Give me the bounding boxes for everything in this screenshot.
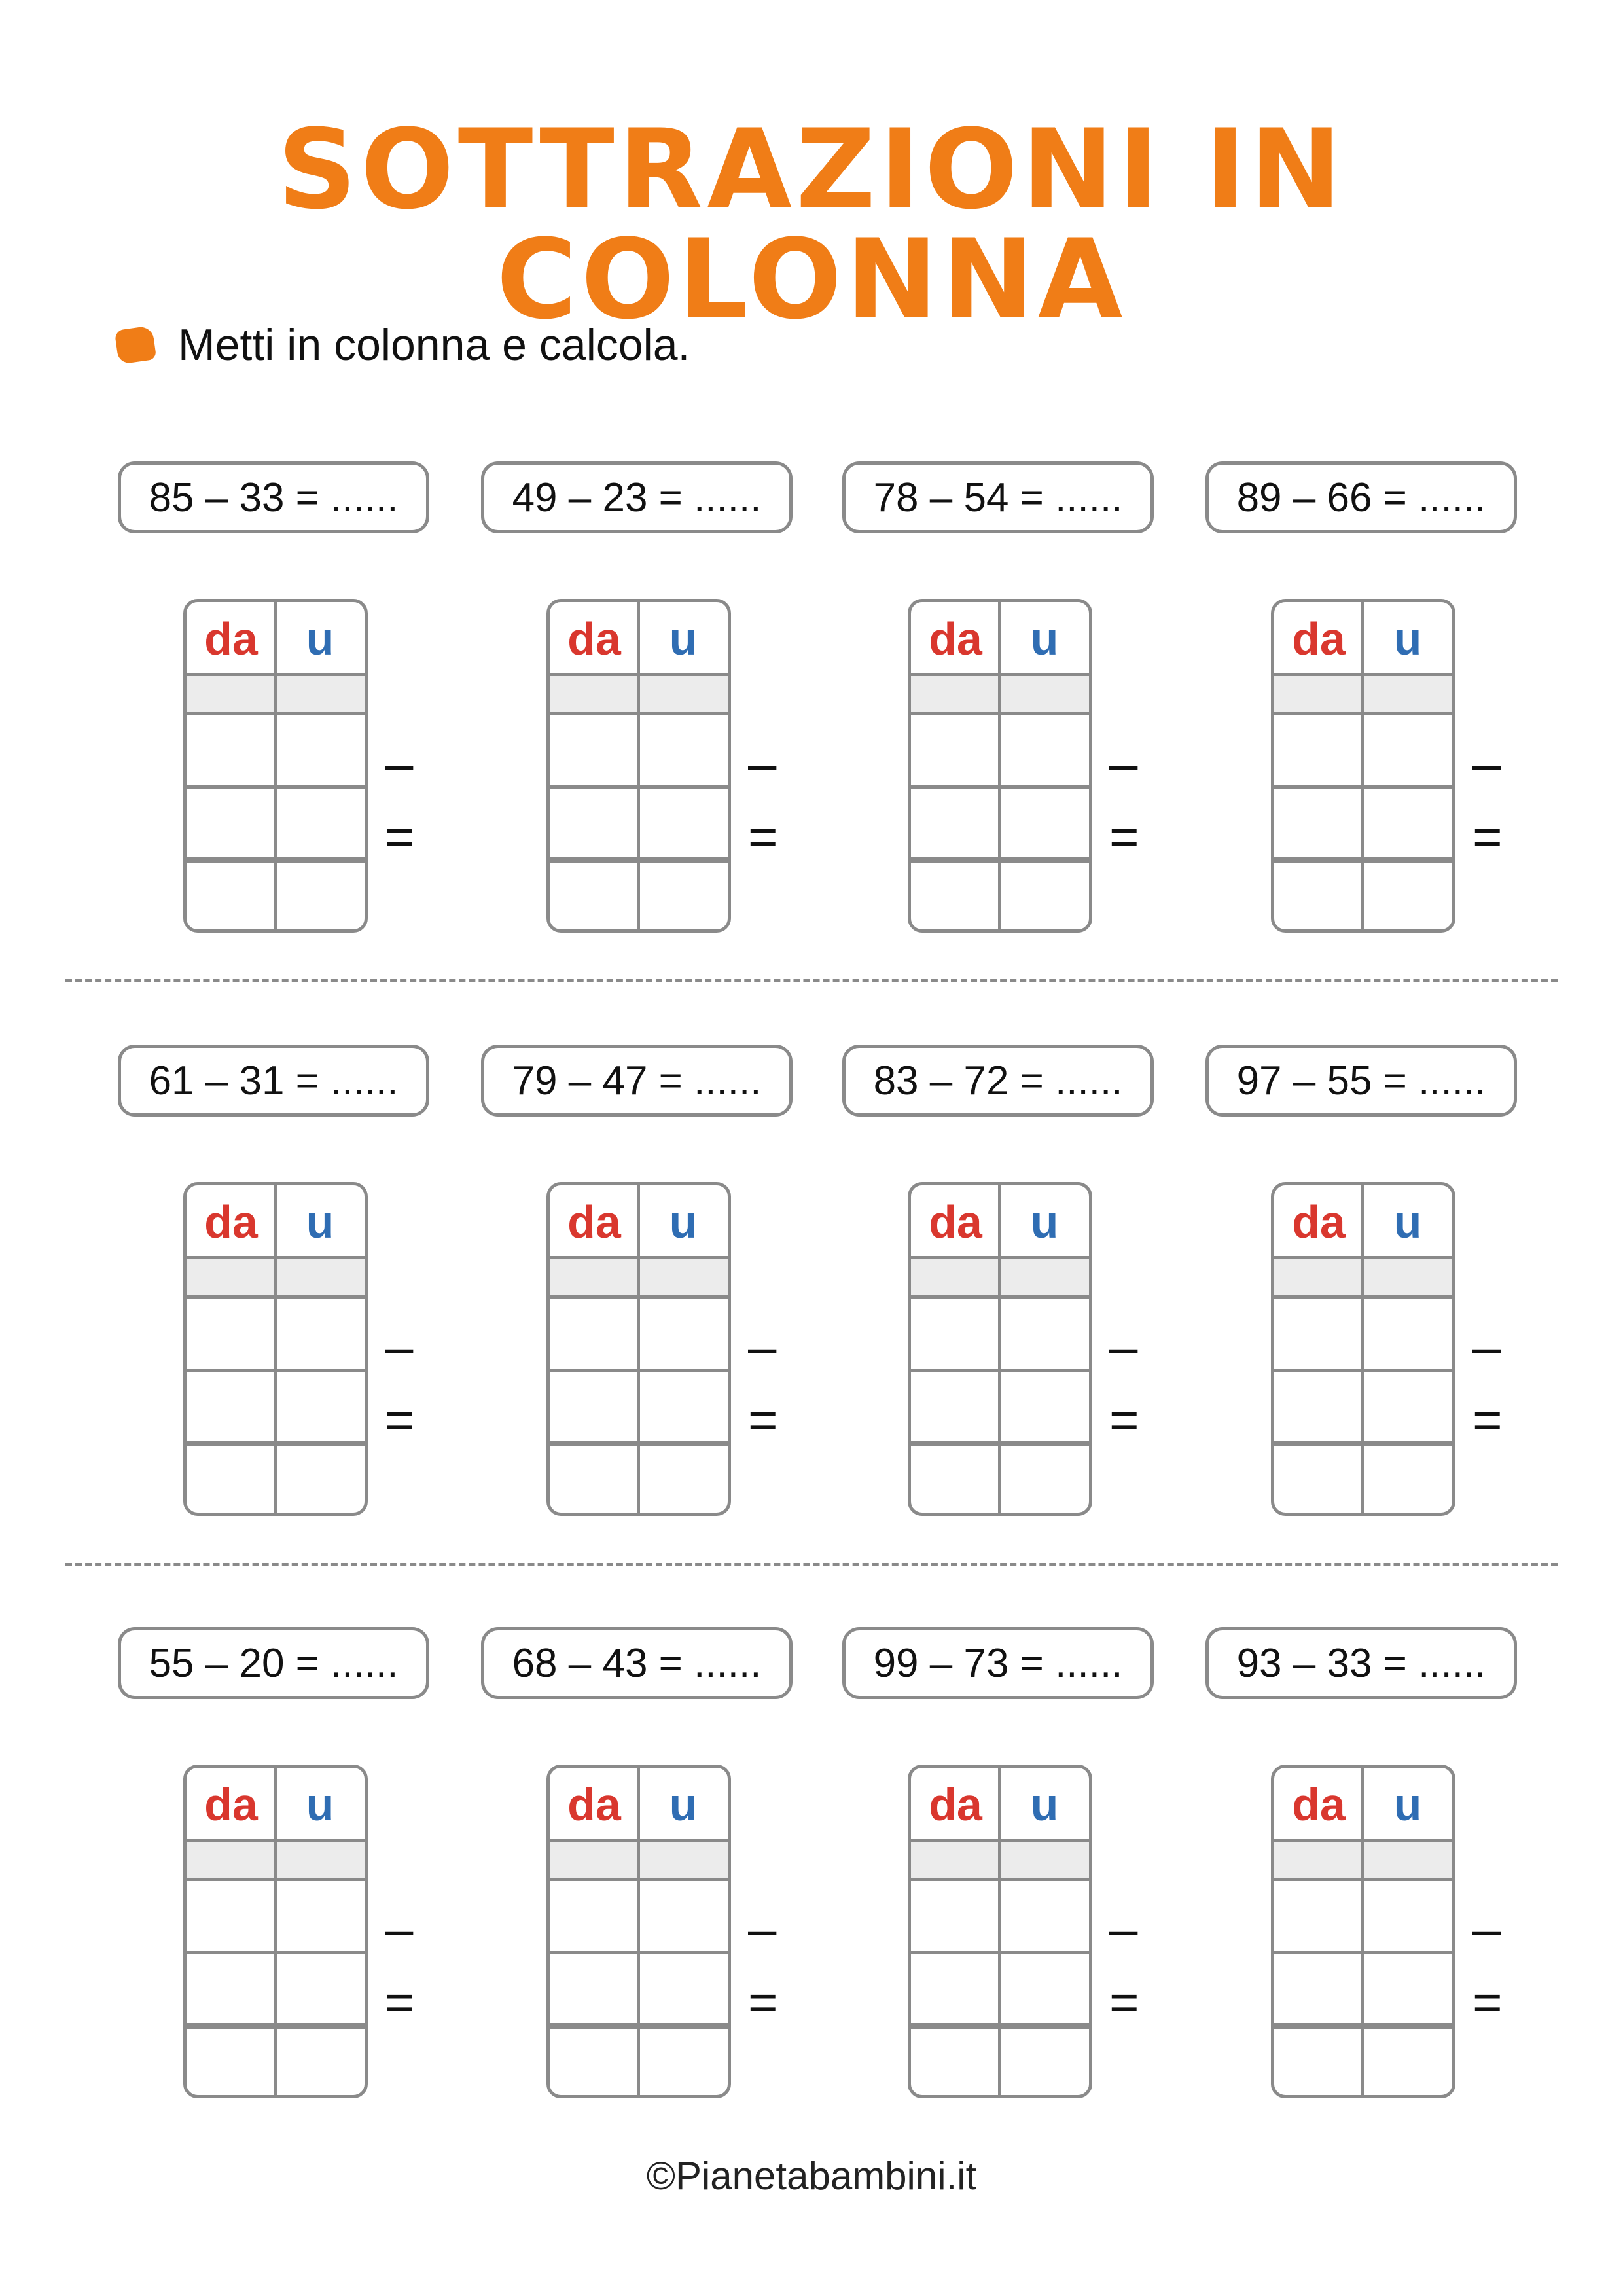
exercise-prompt: 61 – 31 = ...... [118, 1045, 429, 1117]
exercise-prompt: 93 – 33 = ...... [1205, 1627, 1517, 1699]
page-title: SOTTRAZIONI IN COLONNA [277, 105, 1346, 344]
tens-header: da [929, 1779, 982, 1830]
units-header: u [1030, 1196, 1059, 1247]
column-grid [183, 1182, 368, 1516]
minus-sign: – [1109, 1900, 1138, 1958]
tens-header: da [567, 1196, 621, 1247]
column-grid [908, 1765, 1092, 2098]
units-header: u [306, 613, 334, 664]
grid-divider [998, 1185, 1001, 1513]
grid-divider [637, 1768, 640, 2095]
dashed-separator-2 [65, 1563, 1558, 1566]
equals-sign: = [385, 1973, 415, 2031]
units-header: u [306, 1196, 334, 1247]
grid-divider [1361, 602, 1364, 929]
grid-divider [274, 602, 277, 929]
minus-sign: – [1472, 734, 1501, 792]
tens-header: da [1292, 1196, 1346, 1247]
equals-sign: = [385, 1391, 415, 1448]
tens-header: da [929, 613, 982, 664]
equals-sign: = [1109, 1391, 1139, 1448]
tens-header: da [929, 1196, 982, 1247]
minus-sign: – [385, 734, 414, 792]
units-header: u [1030, 1779, 1059, 1830]
units-header: u [1030, 613, 1059, 664]
tens-header: da [1292, 1779, 1346, 1830]
column-grid [183, 599, 368, 933]
exercise-prompt: 85 – 33 = ...... [118, 461, 429, 533]
instruction [116, 319, 690, 370]
minus-sign: – [385, 1318, 414, 1375]
instruction-text: Metti in colonna e calcola. [178, 320, 690, 370]
grid-divider [637, 1185, 640, 1513]
equals-sign: = [748, 1391, 778, 1448]
grid-divider [274, 1768, 277, 2095]
tens-header: da [204, 1779, 258, 1830]
exercise-prompt: 99 – 73 = ...... [842, 1627, 1154, 1699]
minus-sign: – [748, 734, 777, 792]
grid-divider [998, 602, 1001, 929]
grid-divider [1361, 1768, 1364, 2095]
units-header: u [669, 1779, 698, 1830]
tens-header: da [1292, 613, 1346, 664]
column-grid [908, 599, 1092, 933]
exercise-prompt: 78 – 54 = ...... [842, 461, 1154, 533]
column-grid [1271, 599, 1455, 933]
exercise-prompt: 55 – 20 = ...... [118, 1627, 429, 1699]
grid-divider [274, 1185, 277, 1513]
minus-sign: – [748, 1900, 777, 1958]
column-grid [1271, 1182, 1455, 1516]
units-header: u [306, 1779, 334, 1830]
minus-sign: – [748, 1318, 777, 1375]
equals-sign: = [1472, 1973, 1503, 2031]
column-grid [546, 1765, 731, 2098]
grid-divider [998, 1768, 1001, 2095]
footer-copyright: ©Pianetabambini.it [646, 2154, 977, 2198]
equals-sign: = [748, 808, 778, 865]
units-header: u [669, 1196, 698, 1247]
exercise-prompt: 83 – 72 = ...... [842, 1045, 1154, 1117]
bullet-icon [115, 325, 157, 365]
tens-header: da [204, 1196, 258, 1247]
units-header: u [1393, 613, 1422, 664]
grid-divider [637, 602, 640, 929]
minus-sign: – [385, 1900, 414, 1958]
equals-sign: = [1109, 1973, 1139, 2031]
exercise-prompt: 97 – 55 = ...... [1205, 1045, 1517, 1117]
minus-sign: – [1109, 1318, 1138, 1375]
equals-sign: = [748, 1973, 778, 2031]
column-grid [908, 1182, 1092, 1516]
exercise-prompt: 49 – 23 = ...... [481, 461, 793, 533]
column-grid [546, 599, 731, 933]
equals-sign: = [1109, 808, 1139, 865]
column-grid [1271, 1765, 1455, 2098]
equals-sign: = [1472, 1391, 1503, 1448]
column-grid [183, 1765, 368, 2098]
units-header: u [1393, 1196, 1422, 1247]
exercise-prompt: 79 – 47 = ...... [481, 1045, 793, 1117]
minus-sign: – [1472, 1318, 1501, 1375]
minus-sign: – [1472, 1900, 1501, 1958]
units-header: u [1393, 1779, 1422, 1830]
dashed-separator-1 [65, 979, 1558, 982]
equals-sign: = [385, 808, 415, 865]
exercise-prompt: 89 – 66 = ...... [1205, 461, 1517, 533]
column-grid [546, 1182, 731, 1516]
minus-sign: – [1109, 734, 1138, 792]
exercise-prompt: 68 – 43 = ...... [481, 1627, 793, 1699]
grid-divider [1361, 1185, 1364, 1513]
units-header: u [669, 613, 698, 664]
tens-header: da [567, 613, 621, 664]
tens-header: da [204, 613, 258, 664]
equals-sign: = [1472, 808, 1503, 865]
tens-header: da [567, 1779, 621, 1830]
